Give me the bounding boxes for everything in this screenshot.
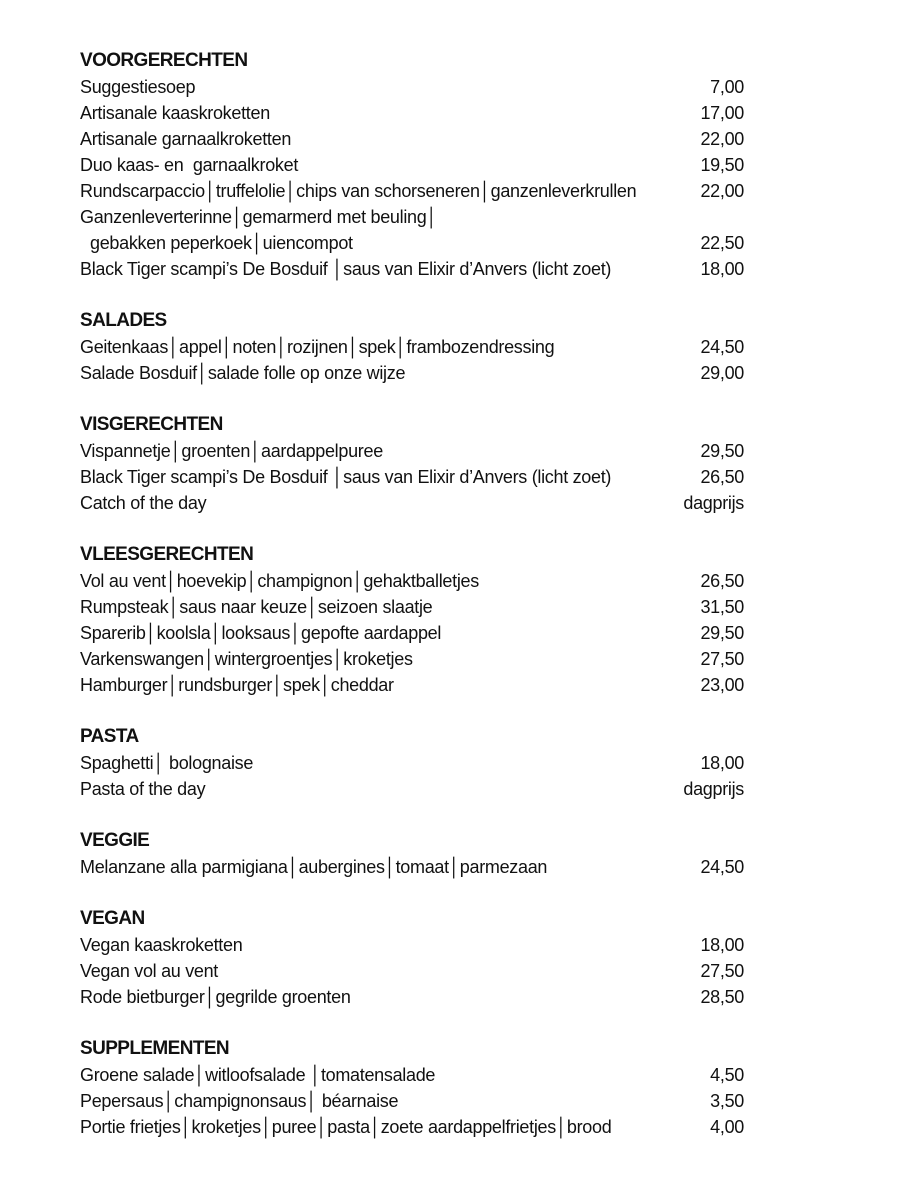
menu-item-name: Salade Bosduif│salade folle op onze wijze (80, 363, 406, 383)
menu-item (80, 854, 744, 880)
menu-section (80, 412, 744, 516)
menu-item (80, 334, 744, 360)
menu-item-price: 4,50 (710, 1065, 744, 1085)
menu-item-price: 22,00 (700, 181, 744, 201)
menu-item (80, 958, 744, 984)
menu-item-name: Melanzane alla parmigiana│aubergines│tomaat│parmezaan (80, 857, 548, 877)
menu-item-price: dagprijs (683, 493, 744, 513)
menu-item-price: 4,00 (710, 1117, 744, 1137)
menu-item-name: Vegan kaaskroketten (80, 935, 243, 955)
menu-item-price: 18,00 (700, 753, 744, 773)
menu-item (80, 620, 744, 646)
menu-item-price: 19,50 (700, 155, 744, 175)
menu-list (80, 48, 744, 1166)
menu-item-name: Rumpsteak│saus naar keuze│seizoen slaatje (80, 597, 433, 617)
menu-item-price: 3,50 (710, 1091, 744, 1111)
menu-item-name: Hamburger│rundsburger│spek│cheddar (80, 675, 394, 695)
menu-item-price: 24,50 (700, 857, 744, 877)
menu-item-name: Vispannetje│groenten│aardappelpuree (80, 441, 383, 461)
menu-item-name: Black Tiger scampi’s De Bosduif │saus van Elixir d’Anvers (licht zoet) (80, 259, 612, 279)
menu-item (80, 74, 744, 100)
menu-item (80, 204, 744, 230)
menu-item-name: Black Tiger scampi’s De Bosduif │saus van Elixir d’Anvers (licht zoet) (80, 467, 612, 487)
menu-item-price: 22,50 (700, 233, 744, 253)
section-title: VEGGIE (80, 830, 150, 851)
menu-item-price: 27,50 (700, 961, 744, 981)
section-title: SUPPLEMENTEN (80, 1038, 230, 1059)
menu-item (80, 568, 744, 594)
menu-item (80, 152, 744, 178)
menu-item-price: 22,00 (700, 129, 744, 149)
menu-item-price: 26,50 (700, 571, 744, 591)
menu-item-name: Varkenswangen│wintergroentjes│kroketjes (80, 649, 413, 669)
menu-section (80, 542, 744, 698)
menu-item-name: Vegan vol au vent (80, 961, 219, 981)
menu-item-name: Rundscarpaccio│truffelolie│chips van schorseneren│ganzenleverkrullen (80, 181, 637, 201)
menu-item-price: 7,00 (710, 77, 744, 97)
menu-item-name: Suggestiesoep (80, 77, 196, 97)
menu-section (80, 906, 744, 1010)
menu-item-name: Spaghetti│ bolognaise (80, 753, 254, 773)
menu-section (80, 48, 744, 282)
section-title: SALADES (80, 310, 167, 331)
menu-section (80, 308, 744, 386)
menu-item-name: Rode bietburger│gegrilde groenten (80, 987, 351, 1007)
menu-section (80, 724, 744, 802)
menu-item (80, 178, 744, 204)
menu-section (80, 1036, 744, 1140)
menu-item-name: Pepersaus│champignonsaus│ béarnaise (80, 1091, 399, 1111)
menu-item (80, 1114, 744, 1140)
menu-item-name: gebakken peperkoek│uiencompot (90, 233, 353, 253)
menu-item-price: 29,00 (700, 363, 744, 383)
menu-item-name: Artisanale garnaalkroketten (80, 129, 292, 149)
menu-item-name: Geitenkaas│appel│noten│rozijnen│spek│frambozendressing (80, 337, 555, 357)
menu-item (80, 984, 744, 1010)
menu-item-name: Ganzenleverterinne│gemarmerd met beuling│ (80, 207, 438, 227)
menu-item (80, 256, 744, 282)
menu-item (80, 464, 744, 490)
menu-item-price: 29,50 (700, 441, 744, 461)
menu-item (80, 646, 744, 672)
menu-item (80, 490, 744, 516)
menu-item-name: Sparerib│koolsla│looksaus│gepofte aardappel (80, 623, 442, 643)
menu-item (80, 1062, 744, 1088)
menu-item-price: 26,50 (700, 467, 744, 487)
section-title: PASTA (80, 726, 139, 747)
menu-item (80, 438, 744, 464)
menu-item-name: Groene salade│witloofsalade │tomatensalade (80, 1065, 436, 1085)
menu-item-name: Artisanale kaaskroketten (80, 103, 270, 123)
menu-item (80, 776, 744, 802)
menu-item (80, 932, 744, 958)
menu-item (80, 750, 744, 776)
menu-item-name: Catch of the day (80, 493, 207, 513)
menu-item-price: 27,50 (700, 649, 744, 669)
menu-item-name: Pasta of the day (80, 779, 206, 799)
menu-item-price: 28,50 (700, 987, 744, 1007)
menu-item (80, 360, 744, 386)
menu-item-price: 31,50 (700, 597, 744, 617)
menu-item (80, 100, 744, 126)
menu-item (80, 1088, 744, 1114)
menu-item-price: 18,00 (700, 935, 744, 955)
menu-item-name: Duo kaas- en garnaalkroket (80, 155, 299, 175)
menu-item-price: dagprijs (683, 779, 744, 799)
menu-item-price: 17,00 (700, 103, 744, 123)
menu-item (80, 126, 744, 152)
menu-item-price: 29,50 (700, 623, 744, 643)
menu-item-price: 24,50 (700, 337, 744, 357)
menu-item (80, 672, 744, 698)
section-title: VOORGERECHTEN (80, 50, 248, 71)
menu-item (80, 594, 744, 620)
section-title: VEGAN (80, 908, 145, 929)
menu-section (80, 828, 744, 880)
menu-item (80, 230, 744, 256)
menu-item-name: Vol au vent│hoevekip│champignon│gehaktballetjes (80, 571, 479, 591)
menu-item-price: 23,00 (700, 675, 744, 695)
menu-item-price: 18,00 (700, 259, 744, 279)
section-title: VISGERECHTEN (80, 414, 223, 435)
menu-item-name: Portie frietjes│kroketjes│puree│pasta│zoete aardappelfrietjes│brood (80, 1117, 612, 1137)
section-title: VLEESGERECHTEN (80, 544, 254, 565)
